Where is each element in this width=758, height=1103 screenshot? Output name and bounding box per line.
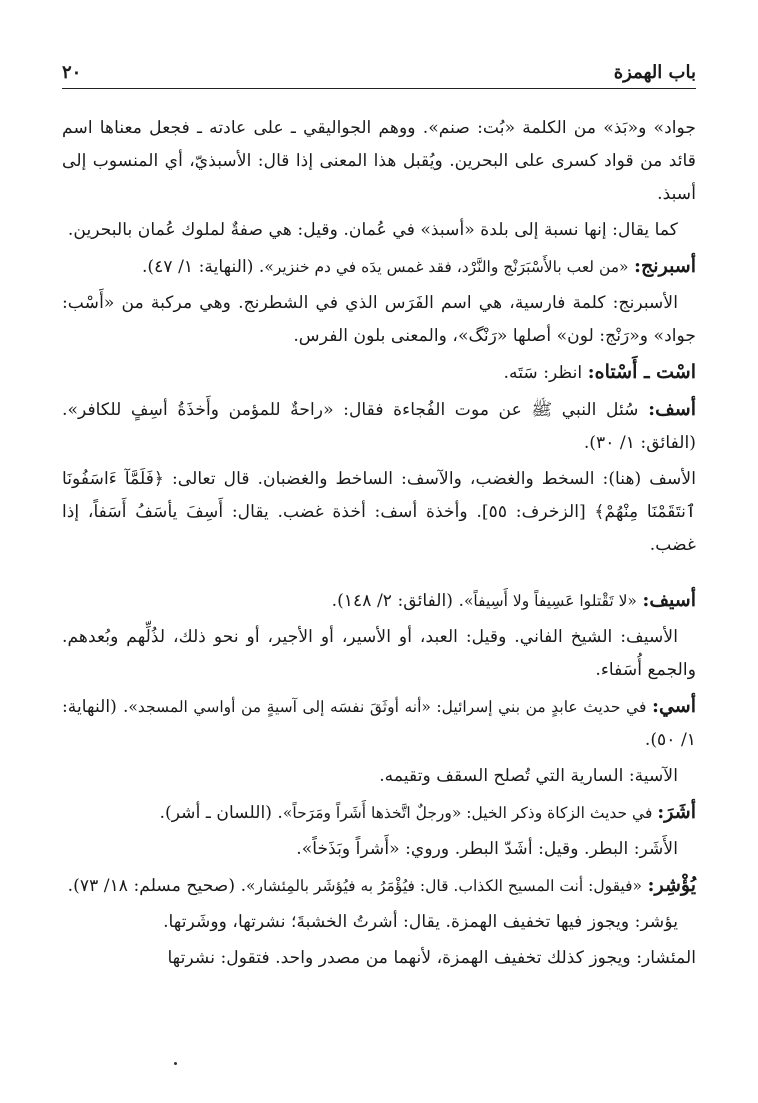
entry-text: سُئل النبي ﷺ عن موت الفُجاءة فقال: «راحةٌ للمؤمن وأَخذَةُ أسِفٍ للكافر». (الفائق: ١/ ٣٠).	[62, 400, 696, 453]
entry-headword: أشَرَ:	[657, 801, 696, 823]
entry-headword: أسيف:	[642, 589, 696, 611]
entry-headword: أسف:	[648, 398, 696, 420]
entry-asaf	[62, 393, 696, 460]
paragraph	[62, 287, 696, 353]
paragraph-text: الأَشَر: البطر. وقيل: أشَدّ البطر. وروي: «أَشراً وبَذَخاً».	[296, 839, 678, 859]
entry-quote: في حديث الزكاة وذكر الخيل: «ورجلٌ اتَّخذها أَشَراً ومَرَحاً»	[282, 804, 658, 822]
entry-asbarnaj	[62, 250, 696, 284]
entry-quote: «لا تَقْتلوا عَسِيفاً ولا أَسِيفاً»	[463, 592, 637, 610]
entry-quote: «فيقول: أنت المسيح الكذاب. قال: فيُؤْمَرُ به فيُؤشَر بالمِئشار»	[246, 877, 642, 895]
paragraph	[62, 942, 696, 975]
entry-quote: «من لعب بالأَسْبَرَنْج والنَّرْد، فقد غمس يدَه في دم خنزير»	[264, 258, 629, 276]
entry-source: . (الفائق: ٢/ ١٤٨).	[331, 591, 464, 611]
paragraph	[62, 906, 696, 939]
paragraph-text: المئشار: ويجوز كذلك تخفيف الهمزة، لأنهما من مصدر واحد. فتقول: نشرتها	[167, 948, 696, 968]
entry-asi	[62, 690, 696, 757]
paragraph	[62, 112, 696, 211]
paragraph-text: الأسف (هنا): السخط والغضب، والآسف: الساخط والغضبان. قال تعالى: ﴿فَلَمَّآ ءَاسَفُونَا ٱنتَقَمْنَا مِنْهُمْ﴾ [الزخرف: ٥٥]. وأخذة أسف: أخذة غضب. يقال: أَسِفَ يأسَفُ أَسَفاً، إذا غضب.	[62, 469, 696, 555]
paragraph	[62, 833, 696, 866]
paragraph	[62, 760, 696, 793]
paragraph	[62, 214, 696, 247]
paragraph	[62, 463, 696, 562]
entry-source: . (النهاية: ١/ ٥٠).	[62, 697, 696, 750]
paragraph-text: الأسبرنج: كلمة فارسية، هي اسم الفَرَس الذي في الشطرنج. وهي مركبة من «أَسْب: جواد» و«رَنْج: لون» أصلها «رَنْگ»، والمعنى بلون الفرس.	[62, 293, 696, 346]
entry-text: انظر: سَتَه.	[503, 363, 588, 383]
paragraph-text: الأسيف: الشيخ الفاني. وقيل: العبد، أو الأسير، أو الأجير، أو نحو ذلك، لذُلِّهم وبُعدهم. والجمع أُسَفاء.	[62, 627, 696, 680]
entry-ashar	[62, 796, 696, 830]
paragraph-text: يؤشر: ويجوز فيها تخفيف الهمزة. يقال: أشرتُ الخشبةَ؛ نشرتها، ووشَرتها.	[163, 912, 678, 932]
entry-source: . (اللسان ـ أشر).	[159, 803, 283, 823]
entry-source: . (النهاية: ١/ ٤٧).	[141, 257, 265, 277]
entry-quote: في حديث عابدٍ من بني إسرائيل: «أنه أوثَقَ نفسَه إلى آسيةٍ من أواسي المسجد»	[128, 698, 652, 716]
page-number: ٢٠	[62, 62, 82, 83]
page-header	[62, 58, 696, 89]
entry-headword: أسبرنج:	[634, 255, 696, 277]
entry-asif	[62, 584, 696, 618]
paragraph-text: جواد» و«بَذ» من الكلمة «بُت: صنم». ووهم الجواليقي ـ على عادته ـ فجعل معناها اسم قائد من قواد كسرى على البحرين. ويُقبل هذا المعنى إذا قال: الأسبذيّ، أي المنسوب إلى أسبذ.	[62, 118, 696, 204]
entry-headword: يُؤْشِر:	[647, 874, 696, 896]
page-body	[62, 112, 696, 978]
chapter-title: باب الهمزة	[613, 62, 696, 83]
entry-source: . (صحيح مسلم: ١٨/ ٧٣).	[67, 876, 247, 896]
ink-dot	[174, 1062, 177, 1065]
paragraph-text: كما يقال: إنها نسبة إلى بلدة «أسبذ» في عُمان. وقيل: هي صفةٌ لملوك عُمان بالبحرين.	[67, 220, 678, 240]
entry-headword: اسْت ـ أَسْتاه:	[587, 361, 696, 383]
entry-yushar	[62, 869, 696, 903]
paragraph-text: الآسية: السارية التي تُصلح السقف وتقيمه.	[379, 766, 678, 786]
entry-headword: أسي:	[651, 695, 696, 717]
entry-ist	[62, 356, 696, 390]
paragraph	[62, 621, 696, 687]
